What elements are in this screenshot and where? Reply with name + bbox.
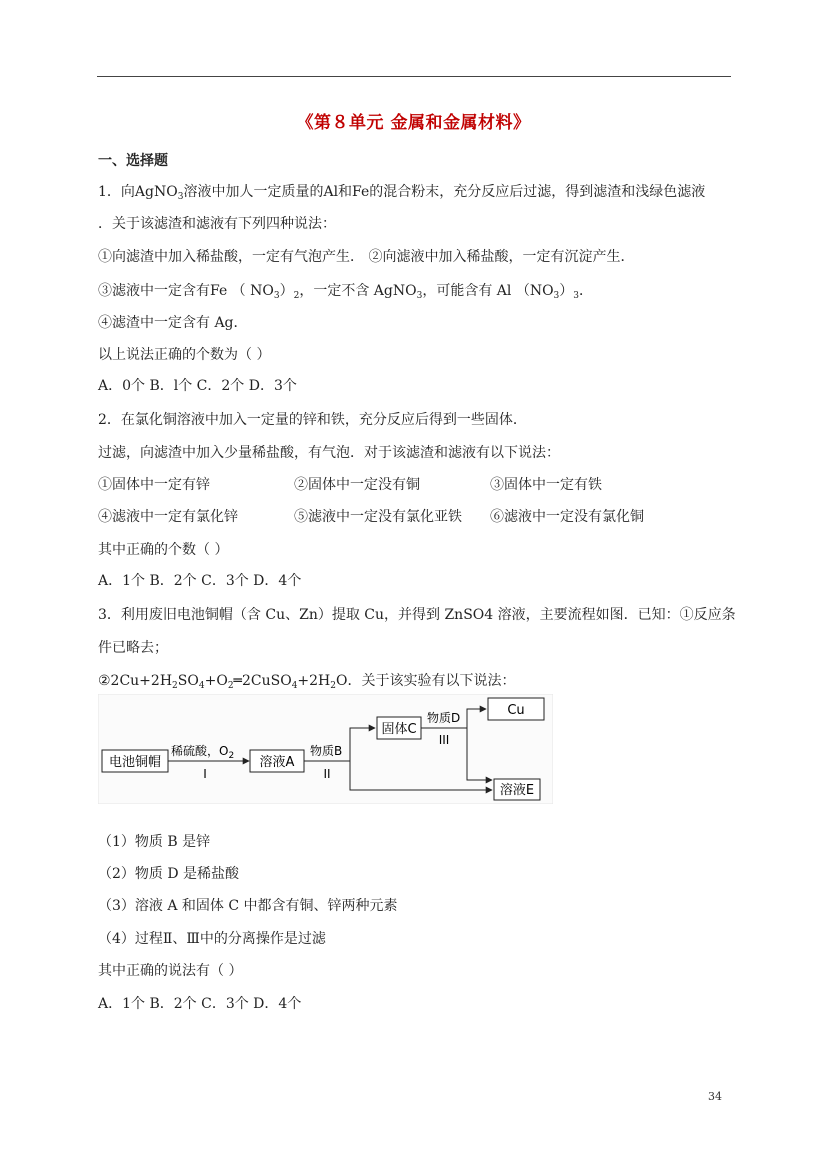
q2-options-row-1: ①固体中一定有锌 ②固体中一定没有铜 ③固体中一定有铁 (98, 477, 602, 493)
label-step-1: I (203, 767, 207, 781)
q3-line-8: 其中正确的说法有（ ） (98, 963, 243, 979)
header-rule (97, 76, 731, 77)
label-reagent-3: 物质D (427, 711, 461, 725)
q3-line-1: 3．利用废旧电池铜帽（含 Cu、Zn）提取 Cu，并得到 ZnSO4 溶液，主要流程如图．已知：①反应条 (98, 607, 736, 623)
label-step-3: III (438, 733, 450, 747)
section-heading: 一、选择题 (98, 153, 168, 169)
q3-answers: A．1个 B．2个 C．3个 D．4个 (98, 996, 302, 1012)
label-reagent-2: 物质B (310, 744, 343, 758)
q2-options-row-2: ④滤液中一定有氯化锌 ⑤滤液中一定没有氯化亚铁 ⑥滤液中一定没有氯化铜 (98, 509, 644, 525)
q3-statement-2: （2）物质 D 是稀盐酸 (98, 866, 240, 882)
q1-line-6: 以上说法正确的个数为（ ） (98, 347, 271, 363)
page-number: 34 (708, 1090, 722, 1103)
q3-line-3: $②2Cu+2H_2SO_4+O_2═2CuSO_4+2H_2O$．关于该实验有以下说法： (98, 673, 516, 691)
q3-line-2: 件已略去； (98, 640, 168, 656)
q3-statement-4: （4）过程Ⅱ、Ⅲ中的分离操作是过滤 (98, 931, 326, 947)
page-title: 《第８单元 金属和金属材料》 (296, 113, 531, 133)
label-solid-c: 固体C (381, 722, 417, 737)
q2-line-2: 过滤，向滤渣中加入少量稀盐酸，有气泡．对于该滤渣和滤液有以下说法： (98, 445, 560, 461)
q1-line-2: ．关于该滤渣和滤液有下列四种说法： (98, 216, 336, 232)
q3-statement-3: （3）溶液 A 和固体 C 中都含有铜、锌两种元素 (98, 898, 398, 914)
label-battery-cap: 电池铜帽 (108, 755, 162, 770)
q1-line-3: ①向滤渣中加入稀盐酸，一定有气泡产生． ②向滤液中加入稀盐酸，一定有沉淀产生． (98, 249, 635, 265)
q2-answers: A．1个 B．2个 C．3个 D．4个 (98, 573, 302, 589)
process-flow-diagram (98, 694, 553, 804)
q1-line-5: ④滤渣中一定含有 Ag． (98, 315, 248, 331)
label-cu: Cu (507, 703, 525, 718)
q1-line-1: 1．向AgNO$_3$溶液中加人一定质量的Al和Fe的混合粉末，充分反应后过滤，得到滤渣和浅绿色滤液 (98, 184, 706, 202)
q2-line-5: 其中正确的个数（ ） (98, 542, 229, 558)
label-reagent-1: 稀硫酸，$O_2$ (171, 744, 235, 761)
label-step-2: II (323, 767, 331, 781)
q1-line-4: ③滤液中一定含有Fe （ $NO_3)_2$，一定不含 AgNO$_3$，可能含有 Al $(NO_3)_3$． (98, 283, 594, 301)
q2-line-1: 2．在氯化铜溶液中加入一定量的锌和铁，充分反应后得到一些固体． (98, 412, 527, 428)
q1-answers: A．0个 B．l个 C．2个 D．3个 (98, 378, 297, 394)
label-solution-e: 溶液E (499, 783, 535, 798)
q3-statement-1: （1）物质 B 是锌 (98, 834, 211, 850)
label-solution-a: 溶液A (259, 755, 295, 770)
